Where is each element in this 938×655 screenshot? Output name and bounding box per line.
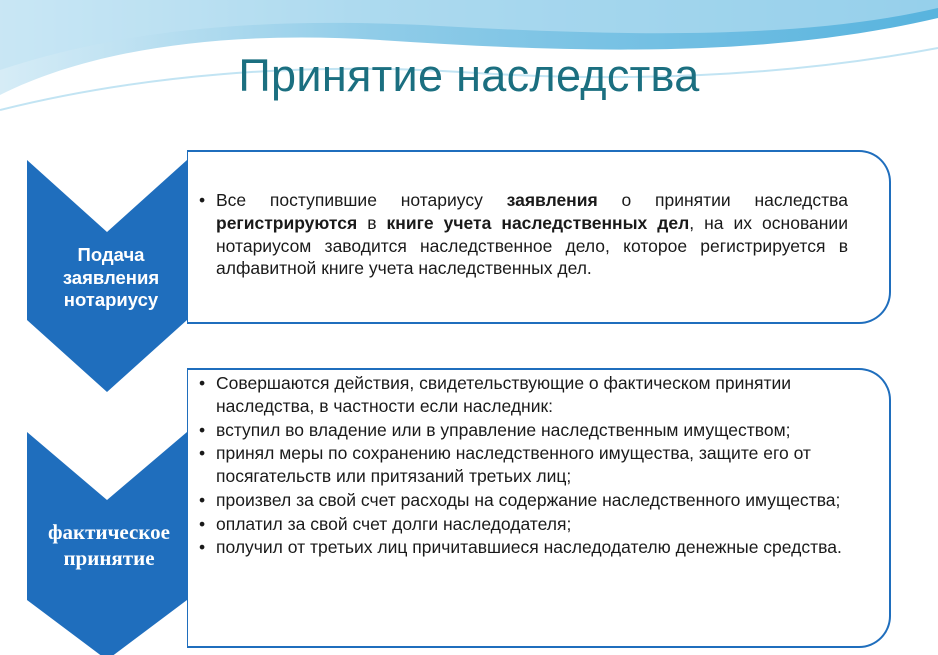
step-2-content-box	[187, 368, 891, 648]
step-2-bullet-list	[188, 372, 868, 560]
bullet-dot-icon: •	[199, 537, 206, 558]
bullet-text: произвел за свой счет расходы на содержание наследственного имущества;	[216, 489, 841, 510]
bullet-text: о принятии наследства	[597, 190, 848, 210]
bullet-text: оплатил за свой счет долги наследодателя;	[216, 513, 572, 534]
bullet-dot-icon: •	[199, 373, 206, 393]
bullet-dot-icon: •	[199, 190, 206, 210]
bullet-item	[188, 419, 868, 442]
bullet-dot-icon: •	[199, 489, 206, 510]
bold-text: заявления	[506, 190, 598, 210]
bullet-item	[188, 536, 868, 559]
bullet-text: , на их основании нотариусом заводится наследственное дело, которое регистрируется в алфавитной книге учета наследственных дел.	[216, 212, 848, 279]
bullet-dot-icon: •	[199, 443, 206, 464]
bullet-text: получил от третьих лиц причитавшиеся наследодателю денежные средства.	[216, 537, 842, 558]
bullet-dot-icon: •	[199, 419, 206, 440]
bullet-text: принял меры по сохранению наследственного имущества, защите его от посягательств или притязаний третьих лиц;	[216, 443, 811, 486]
step-1-label: Подача заявления нотариусу	[62, 244, 160, 311]
step-1-content-box	[187, 150, 891, 324]
step-1-bullet-list	[188, 189, 848, 280]
bullet-dot-icon: •	[199, 513, 206, 534]
bullet-text: Все поступившие нотариусу	[216, 190, 507, 210]
bullet-item	[188, 489, 868, 512]
bullet-text: вступил во владение или в управление наследственным имуществом;	[216, 419, 791, 440]
bullet-item	[188, 189, 848, 280]
bullet-item	[188, 513, 868, 536]
bold-text: книге учета наследственных дел	[386, 212, 690, 233]
bullet-item	[188, 442, 868, 488]
bullet-text: Совершаются действия, свидетельствующие о фактическом принятии наследства, в частности если наследник:	[216, 373, 792, 416]
slide-title: Принятие наследства	[238, 50, 700, 101]
bullet-item	[188, 372, 868, 418]
bold-text: регистрируются	[216, 212, 358, 233]
step-2-label: фактическое принятие	[48, 520, 170, 570]
bullet-text: в	[357, 212, 387, 233]
